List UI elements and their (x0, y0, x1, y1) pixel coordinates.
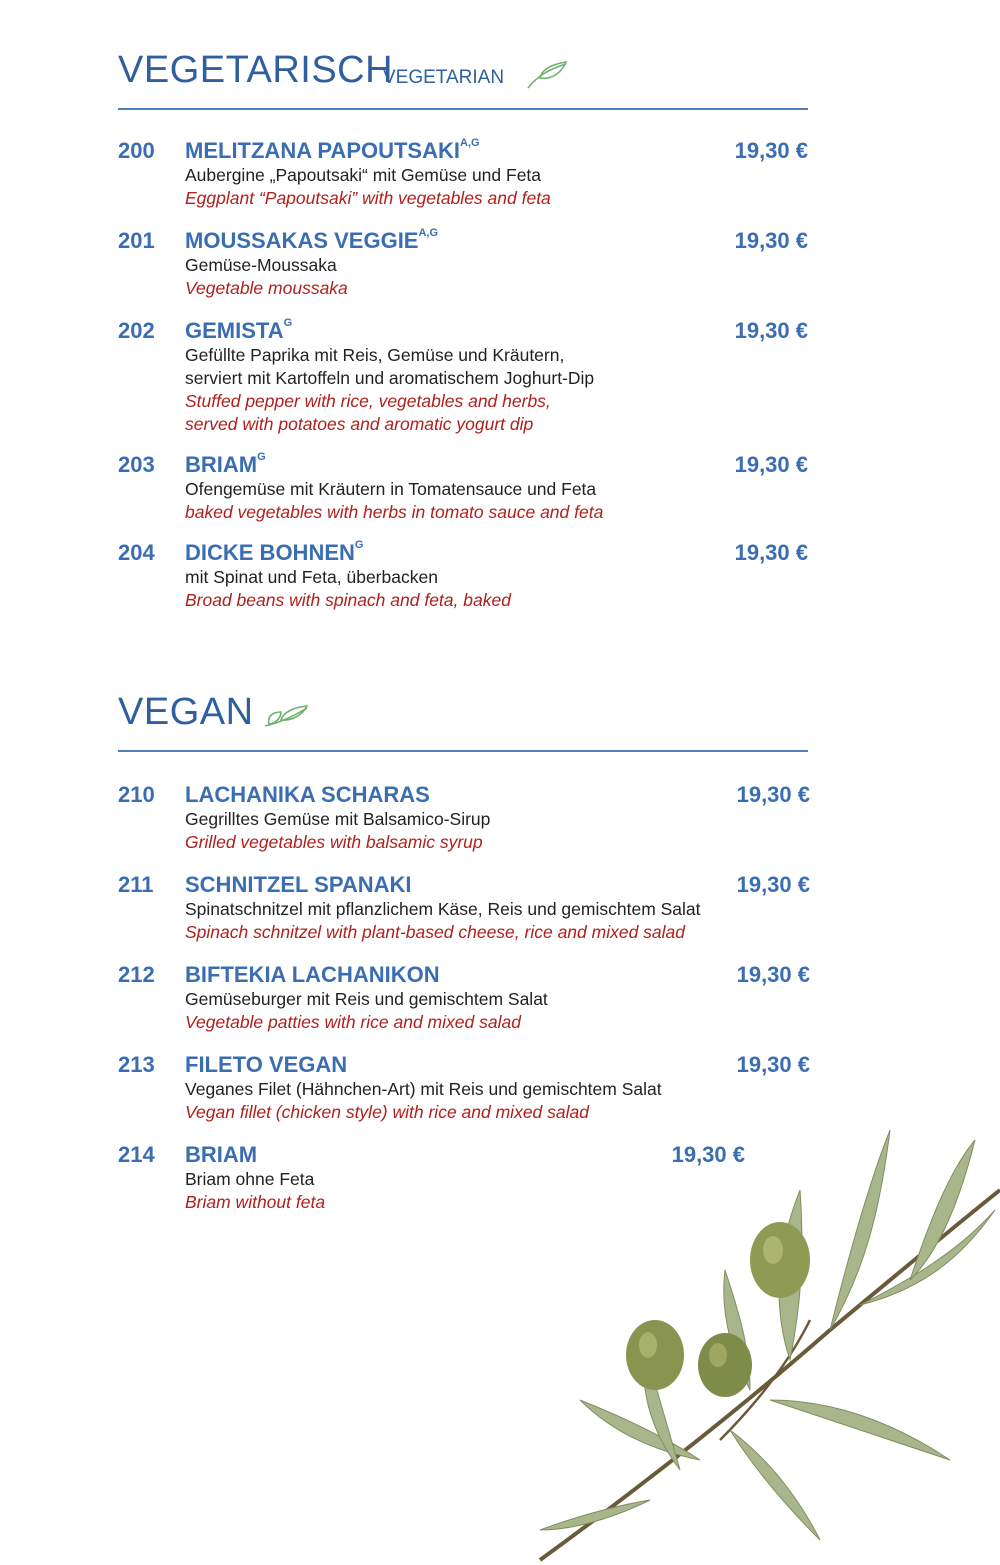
item-name: MELITZANA $PAPOUTSAKI^{A,G}$ (185, 137, 480, 163)
item-price: 19,30 € (736, 962, 810, 987)
allergen-code: A,G (460, 137, 480, 149)
item-description-en: Grilled vegetables with balsamic syrup (185, 832, 483, 852)
item-price: 19,30 € (734, 228, 808, 253)
item-price: 19,30 € (736, 872, 810, 897)
allergen-code: A,G (418, 227, 439, 239)
item-description-en: Briam without feta (185, 1192, 326, 1212)
item-number: 200 (118, 138, 155, 163)
item-name: $GEMISTA^G$ (185, 317, 293, 343)
allergen-code: G (354, 539, 364, 551)
item-name: BIFTEKIA LACHANIKON (185, 962, 440, 987)
item-description-de: Gefüllte Paprika mit Reis, Gemüse und Kräutern, (185, 345, 565, 365)
item-description-de: Ofengemüse mit Kräutern in Tomatensauce und Feta (185, 479, 597, 499)
item-description-en: Vegetable patties with rice and mixed salad (185, 1012, 521, 1032)
section-title-vegan: VEGAN (118, 691, 254, 733)
vegetarian-header (118, 50, 808, 110)
section-divider (118, 750, 808, 752)
olive-branch-image (530, 1100, 1000, 1565)
item-number: 211 (118, 872, 154, 897)
item-description-de: Gemüseburger mit Reis und gemischtem Salat (185, 989, 548, 1009)
item-description-en: served with potatoes and aromatic yogurt dip (185, 414, 534, 434)
item-description-de: Gemüse-Moussaka (185, 255, 337, 275)
item-description-en: Vegan fillet (chicken style) with rice and mixed salad (185, 1102, 589, 1122)
item-price: 19,30 € (734, 452, 808, 477)
vegan-section (118, 692, 808, 752)
item-description-de: Briam ohne Feta (185, 1169, 315, 1189)
item-price: 19,30 € (736, 782, 810, 807)
allergen-code: G (283, 317, 293, 329)
item-description-en: Stuffed pepper with rice, vegetables and herbs, (185, 391, 551, 411)
double-leaf-icon (263, 704, 309, 730)
allergen-code: G (257, 451, 266, 463)
item-price: 19,30 € (734, 318, 808, 343)
item-description-en: Vegetable moussaka (185, 278, 348, 298)
item-name: BRIAM (185, 1142, 258, 1167)
item-number: 214 (118, 1142, 155, 1167)
item-description-en: Broad beans with spinach and feta, baked (185, 590, 511, 610)
vegetarian-section (118, 50, 808, 110)
section-title-vegetarian: VEGETARISCH (118, 49, 394, 91)
item-price: 19,30 € (734, 138, 808, 163)
item-price: 19,30 € (736, 1052, 810, 1077)
item-number: 204 (118, 540, 155, 565)
item-description-en: Eggplant “Papoutsaki” with vegetables and feta (185, 188, 551, 208)
item-description-de: mit Spinat und Feta, überbacken (185, 567, 438, 587)
item-number: 201 (118, 228, 155, 253)
item-description-de: serviert mit Kartoffeln und aromatischem Joghurt-Dip (185, 368, 595, 388)
item-price: 19,30 € (734, 540, 808, 565)
item-number: 210 (118, 782, 155, 807)
vegan-header (118, 692, 808, 752)
item-name: SCHNITZEL SPANAKI (185, 872, 412, 897)
item-name: $BRIAM^G$ (185, 451, 266, 477)
item-name: LACHANIKA SCHARAS (185, 782, 430, 807)
item-name: FILETO VEGAN (185, 1052, 348, 1077)
item-description-de: Aubergine „Papoutsaki“ mit Gemüse und Feta (185, 165, 542, 185)
item-description-en: baked vegetables with herbs in tomato sauce and feta (185, 502, 604, 522)
item-description-en: Spinach schnitzel with plant-based cheese, rice and mixed salad (185, 922, 686, 942)
item-price: 19,30 € (671, 1142, 745, 1167)
item-number: 203 (118, 452, 155, 477)
item-name: DICKE $BOHNEN^G$ (185, 539, 364, 565)
item-number: 213 (118, 1052, 155, 1077)
item-description-de: Veganes Filet (Hähnchen-Art) mit Reis und gemischtem Salat (185, 1079, 662, 1099)
leaf-icon (526, 60, 568, 90)
item-number: 212 (118, 962, 155, 987)
section-subtitle-vegetarian: VEGETARIAN (383, 67, 505, 88)
section-divider (118, 108, 808, 110)
item-number: 202 (118, 318, 155, 343)
item-name: MOUSSAKAS $VEGGIE^{A,G}$ (185, 227, 439, 253)
item-description-de: Gegrilltes Gemüse mit Balsamico-Sirup (185, 809, 491, 829)
item-description-de: Spinatschnitzel mit pflanzlichem Käse, Reis und gemischtem Salat (185, 899, 701, 919)
